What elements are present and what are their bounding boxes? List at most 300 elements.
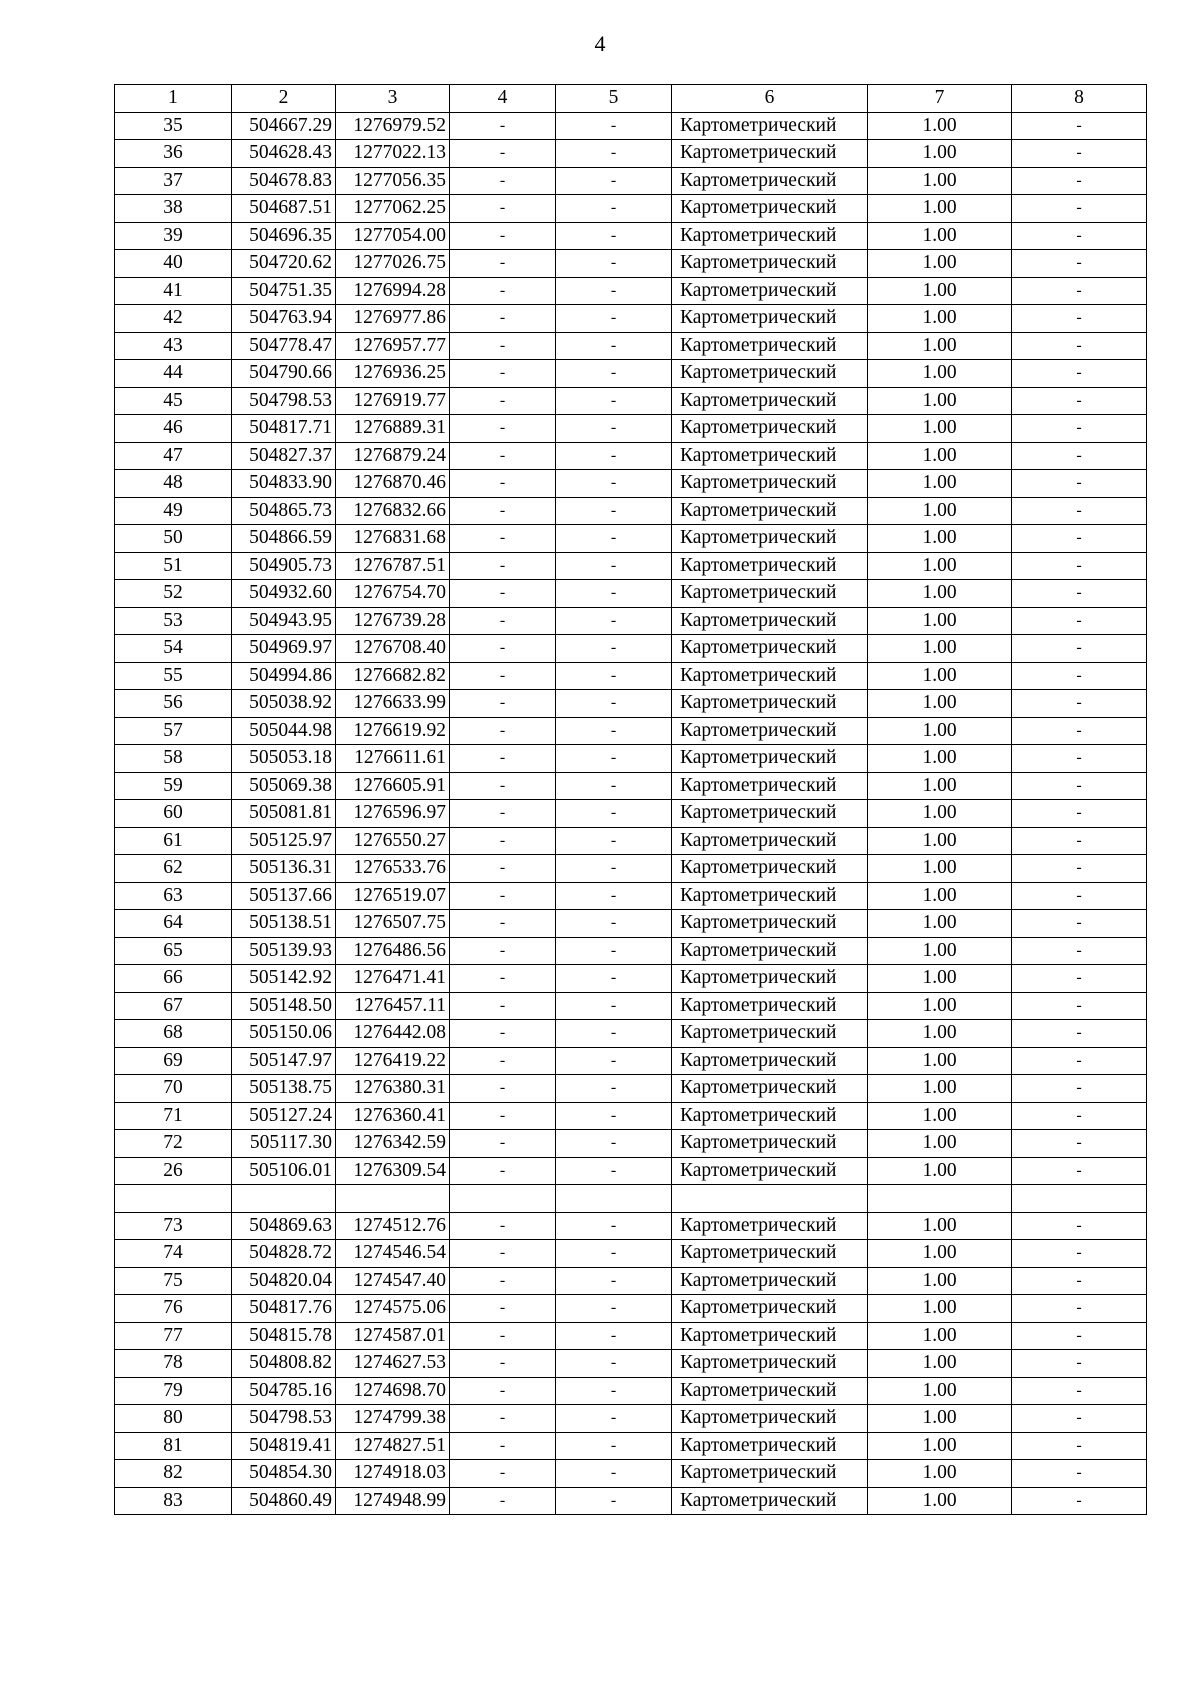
table-row bbox=[115, 1130, 1147, 1158]
cell-col-5: - bbox=[556, 607, 672, 635]
cell-y-coordinate: 1277062.25 bbox=[336, 195, 450, 223]
cell-x-coordinate: 504720.62 bbox=[232, 250, 336, 278]
cell-col-5: - bbox=[556, 552, 672, 580]
cell-col-5: - bbox=[556, 1102, 672, 1130]
cell-col-4: - bbox=[450, 470, 556, 498]
cell-point-number: 49 bbox=[115, 497, 232, 525]
cell-accuracy: 1.00 bbox=[868, 937, 1012, 965]
cell-point-number: 73 bbox=[115, 1212, 232, 1240]
table-row bbox=[115, 690, 1147, 718]
cell-accuracy: 1.00 bbox=[868, 1377, 1012, 1405]
cell-x-coordinate: 505125.97 bbox=[232, 827, 336, 855]
cell-col-4: - bbox=[450, 772, 556, 800]
cell-accuracy: 1.00 bbox=[868, 250, 1012, 278]
cell-accuracy: 1.00 bbox=[868, 387, 1012, 415]
cell-col-8: - bbox=[1012, 1295, 1147, 1323]
cell-accuracy: 1.00 bbox=[868, 1102, 1012, 1130]
cell-col-8: - bbox=[1012, 1405, 1147, 1433]
cell-col-5: - bbox=[556, 1377, 672, 1405]
cell-y-coordinate: 1276936.25 bbox=[336, 360, 450, 388]
cell-point-number: 47 bbox=[115, 442, 232, 470]
cell-point-number: 63 bbox=[115, 882, 232, 910]
cell-col-8: - bbox=[1012, 222, 1147, 250]
cell-method: Картометрический bbox=[672, 1295, 868, 1323]
cell-y-coordinate: 1277026.75 bbox=[336, 250, 450, 278]
page-number: 4 bbox=[594, 31, 606, 56]
cell-col-8: - bbox=[1012, 332, 1147, 360]
cell-accuracy: 1.00 bbox=[868, 1405, 1012, 1433]
cell-x-coordinate: 504628.43 bbox=[232, 140, 336, 168]
cell-x-coordinate: 504943.95 bbox=[232, 607, 336, 635]
cell-col-4: - bbox=[450, 112, 556, 140]
cell-x-coordinate: 504969.97 bbox=[232, 635, 336, 663]
coordinates-table bbox=[114, 84, 1147, 1515]
cell-accuracy: 1.00 bbox=[868, 1350, 1012, 1378]
cell-y-coordinate: 1277054.00 bbox=[336, 222, 450, 250]
cell-method: Картометрический bbox=[672, 167, 868, 195]
cell-col-5: - bbox=[556, 1130, 672, 1158]
cell-x-coordinate: 504667.29 bbox=[232, 112, 336, 140]
cell-col-5: - bbox=[556, 580, 672, 608]
cell-x-coordinate: 504828.72 bbox=[232, 1240, 336, 1268]
cell-x-coordinate: 505142.92 bbox=[232, 965, 336, 993]
table-row bbox=[115, 800, 1147, 828]
cell-col-4: - bbox=[450, 635, 556, 663]
cell-col-8: - bbox=[1012, 1212, 1147, 1240]
column-header-8: 8 bbox=[1012, 85, 1147, 113]
cell-point-number: 42 bbox=[115, 305, 232, 333]
cell-col-8: - bbox=[1012, 992, 1147, 1020]
cell-accuracy: 1.00 bbox=[868, 552, 1012, 580]
table-row bbox=[115, 1020, 1147, 1048]
cell-point-number: 55 bbox=[115, 662, 232, 690]
cell-col-5: - bbox=[556, 360, 672, 388]
cell-x-coordinate: 505150.06 bbox=[232, 1020, 336, 1048]
table-row bbox=[115, 910, 1147, 938]
cell-method: Картометрический bbox=[672, 140, 868, 168]
cell-method: Картометрический bbox=[672, 745, 868, 773]
cell-method: Картометрический bbox=[672, 1020, 868, 1048]
cell-x-coordinate: 504865.73 bbox=[232, 497, 336, 525]
cell-method: Картометрический bbox=[672, 1212, 868, 1240]
cell-col-5: - bbox=[556, 1075, 672, 1103]
cell-col-4: - bbox=[450, 442, 556, 470]
table-row bbox=[115, 717, 1147, 745]
cell-accuracy: 1.00 bbox=[868, 1075, 1012, 1103]
cell-y-coordinate: 1276831.68 bbox=[336, 525, 450, 553]
cell-y-coordinate: 1276994.28 bbox=[336, 277, 450, 305]
cell-col-4: - bbox=[450, 195, 556, 223]
cell-col-4: - bbox=[450, 992, 556, 1020]
cell-method: Картометрический bbox=[672, 1102, 868, 1130]
cell-y-coordinate: 1276309.54 bbox=[336, 1157, 450, 1185]
cell-y-coordinate: 1276682.82 bbox=[336, 662, 450, 690]
column-header-5: 5 bbox=[556, 85, 672, 113]
cell-col-8: - bbox=[1012, 360, 1147, 388]
cell-accuracy: 1.00 bbox=[868, 1460, 1012, 1488]
column-header-2: 2 bbox=[232, 85, 336, 113]
cell-accuracy: 1.00 bbox=[868, 167, 1012, 195]
cell-method: Картометрический bbox=[672, 1350, 868, 1378]
cell-point-number: 44 bbox=[115, 360, 232, 388]
table-row bbox=[115, 250, 1147, 278]
cell-col-8: - bbox=[1012, 470, 1147, 498]
cell-col-8: - bbox=[1012, 800, 1147, 828]
cell-col-8: - bbox=[1012, 1240, 1147, 1268]
cell-y-coordinate: 1274799.38 bbox=[336, 1405, 450, 1433]
cell-method: Картометрический bbox=[672, 965, 868, 993]
table-row bbox=[115, 222, 1147, 250]
cell-col-8: - bbox=[1012, 250, 1147, 278]
cell-col-8: - bbox=[1012, 140, 1147, 168]
cell-x-coordinate: 504751.35 bbox=[232, 277, 336, 305]
cell-col-5: - bbox=[556, 1322, 672, 1350]
cell-method: Картометрический bbox=[672, 827, 868, 855]
cell-x-coordinate: 505038.92 bbox=[232, 690, 336, 718]
cell-col-8: - bbox=[1012, 305, 1147, 333]
table-row bbox=[115, 1322, 1147, 1350]
cell-col-5: - bbox=[556, 497, 672, 525]
cell-col-4: - bbox=[450, 222, 556, 250]
cell-col-8: - bbox=[1012, 552, 1147, 580]
cell-accuracy: 1.00 bbox=[868, 580, 1012, 608]
cell-col-8: - bbox=[1012, 497, 1147, 525]
cell-method: Картометрический bbox=[672, 112, 868, 140]
cell-col-4: - bbox=[450, 1047, 556, 1075]
cell-method: Картометрический bbox=[672, 937, 868, 965]
cell-col-4: - bbox=[450, 1267, 556, 1295]
cell-method: Картометрический bbox=[672, 580, 868, 608]
table-row bbox=[115, 1240, 1147, 1268]
cell-point-number: 71 bbox=[115, 1102, 232, 1130]
cell-col-4: - bbox=[450, 1020, 556, 1048]
table-row bbox=[115, 442, 1147, 470]
cell-accuracy: 1.00 bbox=[868, 1295, 1012, 1323]
cell-col-4: - bbox=[450, 607, 556, 635]
table-row bbox=[115, 1102, 1147, 1130]
cell-point-number: 51 bbox=[115, 552, 232, 580]
cell-y-coordinate: 1276533.76 bbox=[336, 855, 450, 883]
cell-col-4: - bbox=[450, 690, 556, 718]
cell-accuracy: 1.00 bbox=[868, 882, 1012, 910]
cell-col-4: - bbox=[450, 1075, 556, 1103]
table-row bbox=[115, 635, 1147, 663]
cell-x-coordinate: 504869.63 bbox=[232, 1212, 336, 1240]
cell-point-number: 26 bbox=[115, 1157, 232, 1185]
cell-col-8: - bbox=[1012, 1432, 1147, 1460]
cell-col-5: - bbox=[556, 745, 672, 773]
cell-col-8: - bbox=[1012, 635, 1147, 663]
cell-col-8: - bbox=[1012, 690, 1147, 718]
cell-accuracy: 1.00 bbox=[868, 140, 1012, 168]
cell-point-number: 45 bbox=[115, 387, 232, 415]
cell-col-8: - bbox=[1012, 1322, 1147, 1350]
cell-method: Картометрический bbox=[672, 1240, 868, 1268]
cell-x-coordinate: 504815.78 bbox=[232, 1322, 336, 1350]
cell-col-4: - bbox=[450, 910, 556, 938]
table-row bbox=[115, 552, 1147, 580]
table-row bbox=[115, 992, 1147, 1020]
cell-col-4: - bbox=[450, 827, 556, 855]
cell-y-coordinate: 1276787.51 bbox=[336, 552, 450, 580]
cell-accuracy bbox=[868, 1185, 1012, 1213]
cell-col-5: - bbox=[556, 1295, 672, 1323]
cell-point-number: 69 bbox=[115, 1047, 232, 1075]
cell-point-number: 68 bbox=[115, 1020, 232, 1048]
cell-accuracy: 1.00 bbox=[868, 690, 1012, 718]
cell-col-5: - bbox=[556, 662, 672, 690]
cell-col-5: - bbox=[556, 827, 672, 855]
cell-x-coordinate: 504798.53 bbox=[232, 1405, 336, 1433]
cell-point-number: 82 bbox=[115, 1460, 232, 1488]
table-row bbox=[115, 195, 1147, 223]
cell-col-8: - bbox=[1012, 167, 1147, 195]
cell-y-coordinate: 1276457.11 bbox=[336, 992, 450, 1020]
cell-col-8 bbox=[1012, 1185, 1147, 1213]
cell-point-number: 37 bbox=[115, 167, 232, 195]
cell-y-coordinate: 1274587.01 bbox=[336, 1322, 450, 1350]
cell-col-4: - bbox=[450, 1295, 556, 1323]
cell-col-4: - bbox=[450, 800, 556, 828]
cell-col-8: - bbox=[1012, 937, 1147, 965]
cell-accuracy: 1.00 bbox=[868, 332, 1012, 360]
cell-x-coordinate: 504790.66 bbox=[232, 360, 336, 388]
cell-y-coordinate: 1274948.99 bbox=[336, 1487, 450, 1515]
cell-col-5: - bbox=[556, 1350, 672, 1378]
cell-y-coordinate: 1274575.06 bbox=[336, 1295, 450, 1323]
cell-x-coordinate: 505137.66 bbox=[232, 882, 336, 910]
cell-point-number: 80 bbox=[115, 1405, 232, 1433]
cell-col-5: - bbox=[556, 992, 672, 1020]
cell-x-coordinate: 504866.59 bbox=[232, 525, 336, 553]
cell-point-number: 41 bbox=[115, 277, 232, 305]
cell-col-5: - bbox=[556, 525, 672, 553]
cell-col-8: - bbox=[1012, 772, 1147, 800]
cell-col-8: - bbox=[1012, 1130, 1147, 1158]
table-row bbox=[115, 140, 1147, 168]
table-row bbox=[115, 1460, 1147, 1488]
cell-col-4: - bbox=[450, 1432, 556, 1460]
cell-col-8: - bbox=[1012, 415, 1147, 443]
cell-x-coordinate: 504860.49 bbox=[232, 1487, 336, 1515]
cell-accuracy: 1.00 bbox=[868, 1240, 1012, 1268]
cell-x-coordinate: 505139.93 bbox=[232, 937, 336, 965]
cell-x-coordinate: 505106.01 bbox=[232, 1157, 336, 1185]
cell-col-4: - bbox=[450, 937, 556, 965]
cell-point-number: 43 bbox=[115, 332, 232, 360]
cell-method: Картометрический bbox=[672, 1047, 868, 1075]
table-row bbox=[115, 167, 1147, 195]
cell-method: Картометрический bbox=[672, 332, 868, 360]
cell-y-coordinate: 1274827.51 bbox=[336, 1432, 450, 1460]
cell-accuracy: 1.00 bbox=[868, 772, 1012, 800]
cell-col-8: - bbox=[1012, 827, 1147, 855]
cell-col-4: - bbox=[450, 250, 556, 278]
cell-accuracy: 1.00 bbox=[868, 855, 1012, 883]
cell-col-8: - bbox=[1012, 607, 1147, 635]
cell-point-number: 77 bbox=[115, 1322, 232, 1350]
cell-y-coordinate: 1276977.86 bbox=[336, 305, 450, 333]
cell-col-5: - bbox=[556, 250, 672, 278]
cell-col-5: - bbox=[556, 442, 672, 470]
cell-method: Картометрический bbox=[672, 442, 868, 470]
table-row bbox=[115, 305, 1147, 333]
table-row bbox=[115, 497, 1147, 525]
cell-y-coordinate: 1276605.91 bbox=[336, 772, 450, 800]
cell-x-coordinate: 504905.73 bbox=[232, 552, 336, 580]
cell-col-8: - bbox=[1012, 745, 1147, 773]
cell-method: Картометрический bbox=[672, 607, 868, 635]
cell-point-number: 60 bbox=[115, 800, 232, 828]
cell-method: Картометрический bbox=[672, 882, 868, 910]
cell-accuracy: 1.00 bbox=[868, 415, 1012, 443]
cell-y-coordinate: 1277022.13 bbox=[336, 140, 450, 168]
cell-x-coordinate: 504785.16 bbox=[232, 1377, 336, 1405]
table-body bbox=[115, 85, 1147, 1515]
cell-y-coordinate: 1276380.31 bbox=[336, 1075, 450, 1103]
cell-col-5 bbox=[556, 1185, 672, 1213]
cell-method: Картометрический bbox=[672, 1130, 868, 1158]
cell-col-5: - bbox=[556, 772, 672, 800]
table-row bbox=[115, 827, 1147, 855]
cell-method: Картометрический bbox=[672, 195, 868, 223]
cell-col-4: - bbox=[450, 717, 556, 745]
cell-method: Картометрический bbox=[672, 1487, 868, 1515]
cell-col-5: - bbox=[556, 167, 672, 195]
cell-method: Картометрический bbox=[672, 470, 868, 498]
cell-x-coordinate: 504817.76 bbox=[232, 1295, 336, 1323]
cell-y-coordinate: 1276708.40 bbox=[336, 635, 450, 663]
cell-col-8: - bbox=[1012, 1075, 1147, 1103]
cell-col-8: - bbox=[1012, 1047, 1147, 1075]
cell-col-8: - bbox=[1012, 387, 1147, 415]
table-row bbox=[115, 772, 1147, 800]
cell-y-coordinate: 1276633.99 bbox=[336, 690, 450, 718]
cell-point-number: 53 bbox=[115, 607, 232, 635]
cell-x-coordinate: 504833.90 bbox=[232, 470, 336, 498]
cell-accuracy: 1.00 bbox=[868, 277, 1012, 305]
cell-col-5: - bbox=[556, 1405, 672, 1433]
cell-accuracy: 1.00 bbox=[868, 525, 1012, 553]
cell-accuracy: 1.00 bbox=[868, 195, 1012, 223]
table-row bbox=[115, 332, 1147, 360]
cell-col-4: - bbox=[450, 1212, 556, 1240]
cell-col-8: - bbox=[1012, 965, 1147, 993]
cell-point-number: 83 bbox=[115, 1487, 232, 1515]
table-spacer-row bbox=[115, 1185, 1147, 1213]
cell-point-number: 81 bbox=[115, 1432, 232, 1460]
table-row bbox=[115, 1432, 1147, 1460]
cell-col-8: - bbox=[1012, 112, 1147, 140]
cell-method: Картометрический bbox=[672, 360, 868, 388]
cell-col-4: - bbox=[450, 1487, 556, 1515]
cell-x-coordinate: 504687.51 bbox=[232, 195, 336, 223]
cell-col-5: - bbox=[556, 1212, 672, 1240]
cell-point-number: 46 bbox=[115, 415, 232, 443]
cell-col-4: - bbox=[450, 1240, 556, 1268]
table-row bbox=[115, 855, 1147, 883]
cell-x-coordinate: 504820.04 bbox=[232, 1267, 336, 1295]
cell-y-coordinate: 1276419.22 bbox=[336, 1047, 450, 1075]
cell-col-5: - bbox=[556, 910, 672, 938]
cell-method: Картометрический bbox=[672, 800, 868, 828]
cell-method: Картометрический bbox=[672, 992, 868, 1020]
cell-col-8: - bbox=[1012, 1350, 1147, 1378]
cell-method: Картометрический bbox=[672, 222, 868, 250]
cell-col-5: - bbox=[556, 387, 672, 415]
table-row bbox=[115, 470, 1147, 498]
cell-y-coordinate: 1276507.75 bbox=[336, 910, 450, 938]
cell-col-5: - bbox=[556, 305, 672, 333]
cell-col-4: - bbox=[450, 332, 556, 360]
cell-method bbox=[672, 1185, 868, 1213]
cell-col-4: - bbox=[450, 497, 556, 525]
table-row bbox=[115, 112, 1147, 140]
cell-col-5: - bbox=[556, 1432, 672, 1460]
cell-accuracy: 1.00 bbox=[868, 360, 1012, 388]
cell-method: Картометрический bbox=[672, 525, 868, 553]
cell-y-coordinate: 1277056.35 bbox=[336, 167, 450, 195]
cell-accuracy: 1.00 bbox=[868, 662, 1012, 690]
cell-x-coordinate: 505148.50 bbox=[232, 992, 336, 1020]
table-row bbox=[115, 965, 1147, 993]
table-row bbox=[115, 1212, 1147, 1240]
cell-accuracy: 1.00 bbox=[868, 1432, 1012, 1460]
cell-col-4: - bbox=[450, 745, 556, 773]
cell-accuracy: 1.00 bbox=[868, 470, 1012, 498]
cell-accuracy: 1.00 bbox=[868, 442, 1012, 470]
cell-y-coordinate: 1276550.27 bbox=[336, 827, 450, 855]
cell-col-4: - bbox=[450, 855, 556, 883]
cell-y-coordinate: 1276832.66 bbox=[336, 497, 450, 525]
cell-col-5: - bbox=[556, 855, 672, 883]
cell-point-number: 50 bbox=[115, 525, 232, 553]
cell-col-8: - bbox=[1012, 442, 1147, 470]
cell-x-coordinate: 504819.41 bbox=[232, 1432, 336, 1460]
cell-col-5: - bbox=[556, 965, 672, 993]
cell-y-coordinate: 1276889.31 bbox=[336, 415, 450, 443]
cell-col-5: - bbox=[556, 1157, 672, 1185]
table-row bbox=[115, 1350, 1147, 1378]
column-header-3: 3 bbox=[336, 85, 450, 113]
cell-col-8: - bbox=[1012, 1157, 1147, 1185]
cell-col-4: - bbox=[450, 1322, 556, 1350]
cell-x-coordinate: 505053.18 bbox=[232, 745, 336, 773]
cell-col-4: - bbox=[450, 1350, 556, 1378]
cell-accuracy: 1.00 bbox=[868, 800, 1012, 828]
cell-y-coordinate: 1276957.77 bbox=[336, 332, 450, 360]
cell-col-8: - bbox=[1012, 1020, 1147, 1048]
cell-col-8: - bbox=[1012, 855, 1147, 883]
cell-col-5: - bbox=[556, 140, 672, 168]
cell-col-8: - bbox=[1012, 882, 1147, 910]
cell-x-coordinate: 505127.24 bbox=[232, 1102, 336, 1130]
cell-accuracy: 1.00 bbox=[868, 222, 1012, 250]
cell-point-number: 48 bbox=[115, 470, 232, 498]
cell-col-4: - bbox=[450, 1460, 556, 1488]
cell-method: Картометрический bbox=[672, 1432, 868, 1460]
cell-method: Картометрический bbox=[672, 717, 868, 745]
cell-col-4: - bbox=[450, 580, 556, 608]
cell-col-5: - bbox=[556, 800, 672, 828]
cell-col-5: - bbox=[556, 1487, 672, 1515]
cell-col-8: - bbox=[1012, 1487, 1147, 1515]
cell-col-4: - bbox=[450, 1405, 556, 1433]
cell-x-coordinate: 504798.53 bbox=[232, 387, 336, 415]
cell-point-number bbox=[115, 1185, 232, 1213]
cell-point-number: 52 bbox=[115, 580, 232, 608]
cell-point-number: 74 bbox=[115, 1240, 232, 1268]
